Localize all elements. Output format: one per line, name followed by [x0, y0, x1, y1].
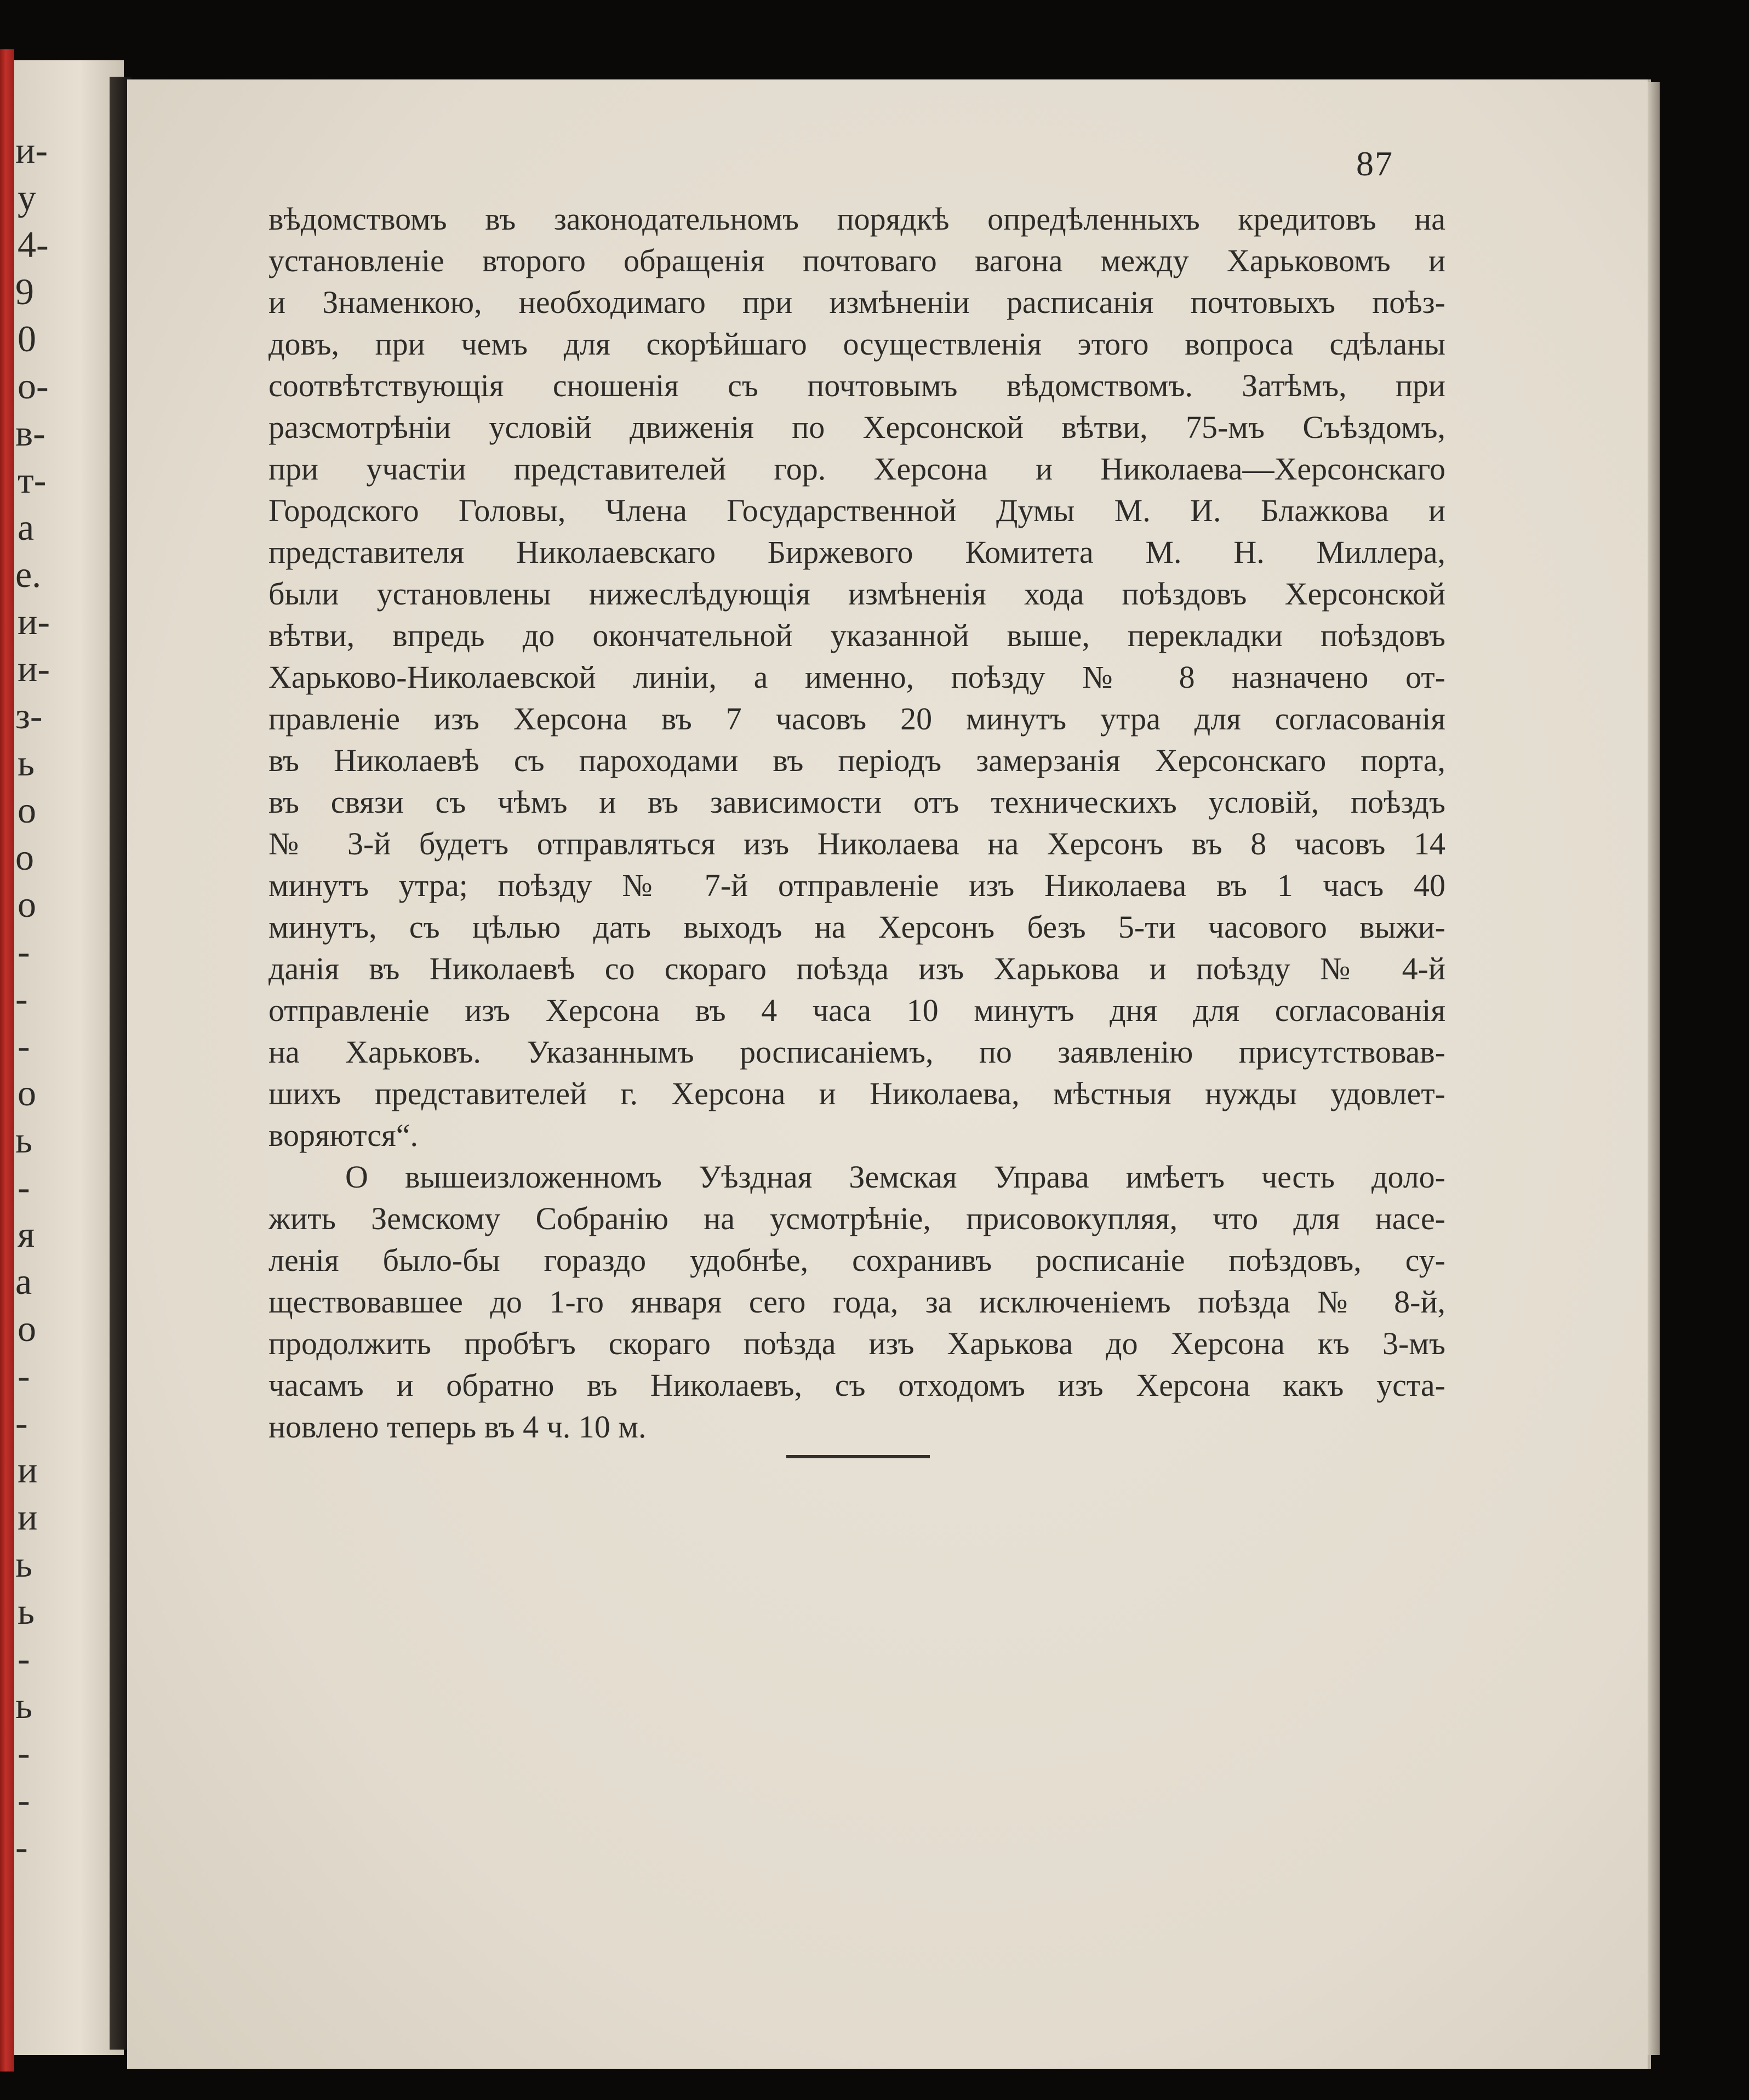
left-page-fragment: и — [18, 1449, 38, 1491]
left-page-fragment: - — [15, 978, 28, 1019]
left-page-fragment: - — [18, 1355, 30, 1396]
left-page-fragment: о — [18, 789, 36, 831]
left-page-fragment: о- — [18, 365, 49, 407]
left-page-fragment: - — [18, 931, 30, 972]
text-line: Городского Головы, Члена Государственной Думы М. И. Блажкова и — [268, 493, 1445, 528]
text-line: Харьково-Николаевской линіи, а именно, поѣзду № 8 назначено от- — [268, 659, 1445, 695]
text-line: установленіе второго обращенія почтоваго вагона между Харьковомъ и — [268, 243, 1445, 278]
left-page-fragment: - — [18, 1025, 30, 1066]
left-page-fragment: - — [15, 1826, 28, 1868]
text-line: данія въ Николаевѣ со скораго поѣзда изъ Харькова и поѣзду № 4-й — [268, 951, 1445, 986]
left-page-fragment: я — [18, 1213, 35, 1255]
text-line: № 3-й будетъ отправляться изъ Николаева на Херсонъ въ 8 часовъ 14 — [268, 826, 1445, 861]
text-line: минутъ, съ цѣлью дать выходъ на Херсонъ безъ 5-ти часового выжи- — [268, 909, 1445, 945]
text-line: были установлены нижеслѣдующія измѣненія хода поѣздовъ Херсонской — [268, 576, 1445, 612]
left-page-fragment: - — [18, 1779, 30, 1821]
text-line: ленія было-бы гораздо удобнѣе, сохранивъ росписаніе поѣздовъ, су- — [268, 1242, 1445, 1278]
text-line: шихъ представителей г. Херсона и Николаева, мѣстныя нужды удовлет- — [268, 1076, 1445, 1111]
text-line: вѣтви, впредь до окончательной указанной выше, перекладки поѣздовъ — [268, 618, 1445, 653]
left-page-fragment: ь — [15, 1685, 33, 1726]
text-line: представителя Николаевскаго Биржевого Комитета М. Н. Миллера, — [268, 534, 1445, 570]
left-page-fragment: ь — [18, 1590, 35, 1632]
text-line: вѣдомствомъ въ законодательномъ порядкѣ опредѣленныхъ кредитовъ на — [268, 201, 1445, 237]
left-page-fragment: и- — [18, 648, 50, 689]
left-page-fragment: ь — [15, 1119, 33, 1161]
left-page-fragment: т- — [18, 459, 47, 501]
body-text — [268, 198, 1445, 1448]
left-page-fragment: - — [15, 1402, 28, 1443]
text-line: въ Николаевѣ съ пароходами въ періодъ замерзанія Херсонскаго порта, — [268, 743, 1445, 778]
left-page-fragment: е. — [15, 553, 42, 595]
left-page-fragment: 9 — [15, 271, 34, 312]
text-line: въ связи съ чѣмъ и въ зависимости отъ техническихъ условій, поѣздъ — [268, 784, 1445, 820]
left-page-fragment: и- — [15, 129, 48, 171]
page-edge — [1648, 82, 1660, 2055]
left-page-fragment: о — [18, 1072, 36, 1114]
left-page-fragment: о — [18, 1308, 36, 1349]
text-line: довъ, при чемъ для скорѣйшаго осуществленія этого вопроса сдѣланы — [268, 326, 1445, 362]
paragraph-start-line: О вышеизложенномъ Уѣздная Земская Управа имѣетъ честь доло- — [345, 1159, 1445, 1195]
text-line: правленіе изъ Херсона въ 7 часовъ 20 минутъ утра для согласованія — [268, 701, 1445, 737]
left-page-fragment: о — [15, 836, 34, 878]
text-line: часамъ и обратно въ Николаевъ, съ отходомъ изъ Херсона какъ уста- — [268, 1367, 1445, 1403]
left-page-fragment: 0 — [18, 318, 36, 359]
left-page-fragment: и- — [18, 601, 50, 642]
text-line: разсмотрѣніи условій движенія по Херсонской вѣтви, 75-мъ Съѣздомъ, — [268, 409, 1445, 445]
text-line: и Знаменкою, необходимаго при измѣненіи расписанія почтовыхъ поѣз- — [268, 284, 1445, 320]
text-line: отправленіе изъ Херсона въ 4 часа 10 минутъ дня для согласованія — [268, 992, 1445, 1028]
left-page-fragment: - — [18, 1166, 30, 1208]
text-line: воряются“. — [268, 1117, 418, 1153]
left-page-fragment: ь — [15, 1543, 33, 1585]
left-page-fragment: з- — [15, 695, 43, 737]
left-page-fragment: - — [18, 1732, 30, 1773]
text-line: новлено теперь въ 4 ч. 10 м. — [268, 1409, 647, 1445]
text-line: соотвѣтствующія сношенія съ почтовымъ вѣдомствомъ. Затѣмъ, при — [268, 368, 1445, 403]
left-page-fragment: 4- — [18, 224, 49, 265]
left-page-fragment: о — [18, 883, 36, 925]
left-page-fragment: ь — [18, 742, 35, 784]
left-page-fragment: в- — [15, 412, 45, 454]
text-line: на Харьковъ. Указаннымъ росписаніемъ, по заявленію присутствовав- — [268, 1034, 1445, 1070]
text-line: минутъ утра; поѣзду № 7-й отправленіе изъ Николаева въ 1 часъ 40 — [268, 868, 1445, 903]
left-page-fragment: - — [18, 1637, 30, 1679]
text-line: жить Земскому Собранію на усмотрѣніе, присовокупляя, что для насе- — [268, 1201, 1445, 1236]
left-page-fragment: и — [18, 1496, 38, 1538]
left-page — [14, 60, 124, 2055]
book-cover-edge — [0, 49, 14, 2072]
text-line: продолжить пробѣгъ скораго поѣзда изъ Харькова до Херсона къ 3-мъ — [268, 1326, 1445, 1361]
closing-rule — [786, 1455, 930, 1458]
left-page-fragment: а — [18, 506, 35, 548]
text-line: при участіи представителей гор. Херсона и Николаева—Херсонскаго — [268, 451, 1445, 487]
page-number: 87 — [1356, 144, 1393, 183]
left-page-fragment: а — [15, 1260, 32, 1302]
text-line: ществовавшее до 1-го января сего года, за исключеніемъ поѣзда № 8-й, — [268, 1284, 1445, 1320]
left-page-fragment: у — [18, 176, 36, 218]
